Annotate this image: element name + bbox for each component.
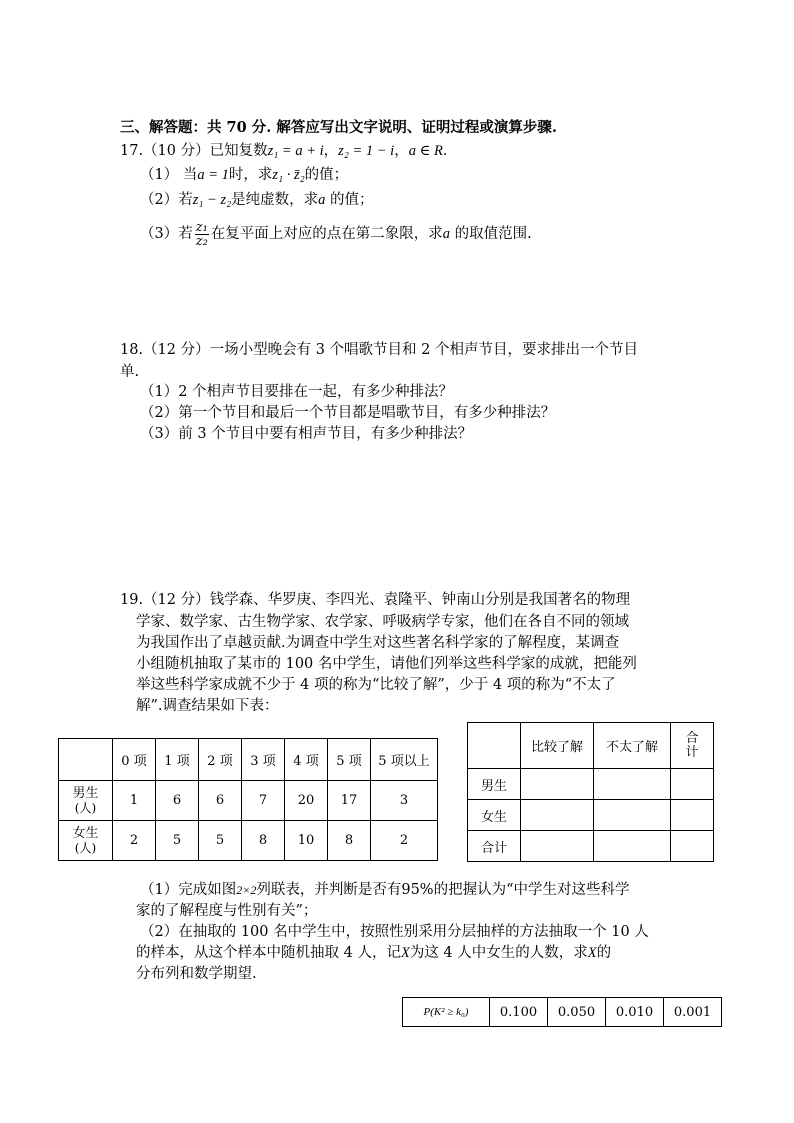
contingency-cell[interactable] xyxy=(594,831,671,862)
survey-header-cell: 1 项 xyxy=(156,739,199,781)
table-cell: 2 xyxy=(113,821,156,861)
q19-p1-end: 的把握认为“中学生对这些科学 xyxy=(433,882,630,898)
q17-p3-fraction xyxy=(195,221,209,248)
contingency-header-cell: 不太了解 xyxy=(594,723,671,769)
contingency-cell[interactable] xyxy=(671,769,714,800)
q19-p1-suffix: 列联表，并判断是否有 xyxy=(256,882,402,898)
contingency-row-female xyxy=(468,800,714,831)
contingency-row-male xyxy=(468,769,714,800)
contingency-row-total xyxy=(468,831,714,862)
table-cell: 1 xyxy=(113,781,156,821)
q17-part3 xyxy=(140,220,532,248)
contingency-header-cell: 比较了解 xyxy=(521,723,594,769)
q19-p2-end: 的 xyxy=(596,945,612,961)
contingency-row-label: 男生 xyxy=(468,769,521,800)
contingency-cell[interactable] xyxy=(594,800,671,831)
q19-part2-line1: （2）在抽取的 100 名中学生中，按照性别采用分层抽样的方法抽取一个 10 人 xyxy=(140,924,649,940)
q17-p2-var: a xyxy=(318,192,326,208)
table-cell: 3 xyxy=(371,781,438,821)
table-cell: 20 xyxy=(285,781,328,821)
q17-part2 xyxy=(140,190,374,210)
contingency-cell[interactable] xyxy=(521,800,594,831)
table-cell: 6 xyxy=(199,781,242,821)
contingency-header-total xyxy=(671,723,714,769)
q18-part2: （2）第一个节目和最后一个节目都是唱歌节目，有多少种排法？ xyxy=(140,405,556,421)
q19-part1-line1 xyxy=(140,880,630,900)
survey-header-cell: 3 项 xyxy=(242,739,285,781)
survey-header-cell: 5 项 xyxy=(328,739,371,781)
contingency-header-empty xyxy=(468,723,521,769)
row-label-male xyxy=(59,781,113,821)
survey-header-cell: 4 项 xyxy=(285,739,328,781)
survey-table-row-female xyxy=(59,821,438,861)
q17-head xyxy=(120,141,457,161)
table-cell: 6 xyxy=(156,781,199,821)
survey-header-cell: 2 项 xyxy=(199,739,242,781)
q19-p1-math: 2×2 xyxy=(236,883,257,897)
q19-part2-line2 xyxy=(136,943,611,963)
q17-p3-den: z₂ xyxy=(195,233,208,249)
critical-value-cell: 0.100 xyxy=(490,998,548,1027)
q17-p3-num: z₁ xyxy=(195,219,208,235)
contingency-cell[interactable] xyxy=(594,769,671,800)
survey-table-header-row xyxy=(59,739,438,781)
q19-line6: 解”.调查结果如下表： xyxy=(136,698,279,714)
row-label-female xyxy=(59,821,113,861)
row-label-female-bottom: (人) xyxy=(74,840,97,855)
q19-line5: 举这些科学家成就不少于 4 项的称为“比较了解”，少于 4 项的称为“不太了 xyxy=(136,677,616,693)
q19-part2-line3: 分布列和数学期望. xyxy=(136,966,257,982)
table-cell: 17 xyxy=(328,781,371,821)
survey-header-cell: 5 项以上 xyxy=(371,739,438,781)
q19-p2-var1: X xyxy=(400,945,410,961)
q17-head-prefix: 17.（10 分）已知复数 xyxy=(120,143,268,159)
q19-p1-percent: 95% xyxy=(401,882,434,898)
q19-p2-mid: 为这 4 人中女生的人数，求 xyxy=(409,945,588,961)
row-label-male-bottom: (人) xyxy=(74,800,97,815)
q17-sep2: ， xyxy=(394,143,409,159)
survey-header-empty xyxy=(59,739,113,781)
contingency-table xyxy=(467,722,714,862)
q17-p1-prefix: （1） 当 xyxy=(140,167,198,183)
q19-p2-prefix: 的样本，从这个样本中随机抽取 4 人，记 xyxy=(136,945,401,961)
contingency-cell[interactable] xyxy=(671,800,714,831)
critical-value-header: P(K² ≥ k₀) xyxy=(403,998,490,1027)
contingency-cell[interactable] xyxy=(521,769,594,800)
q17-z2: z₂ = 1 − i xyxy=(338,143,395,159)
q18-line2: 单. xyxy=(120,364,140,380)
table-cell: 5 xyxy=(156,821,199,861)
contingency-cell[interactable] xyxy=(671,831,714,862)
q17-part1 xyxy=(140,165,348,185)
contingency-row-label: 女生 xyxy=(468,800,521,831)
contingency-cell[interactable] xyxy=(521,831,594,862)
q18-part3: （3）前 3 个节目中要有相声节目，有多少种排法？ xyxy=(140,426,473,442)
table-cell: 2 xyxy=(371,821,438,861)
q19-line2: 学家、数学家、古生物学家、农学家、呼吸病学专家，他们在各自不同的领域 xyxy=(136,614,629,630)
critical-value-cell: 0.001 xyxy=(664,998,722,1027)
survey-table xyxy=(58,738,438,861)
q17-p2-math: z₁ − z₂ xyxy=(192,192,232,208)
q19-p1-prefix: （1）完成如图 xyxy=(140,882,237,898)
q17-p3-mid: 在复平面上对应的点在第二象限，求 xyxy=(210,226,443,242)
row-label-male-top: 男生 xyxy=(72,785,99,801)
contingency-header-row xyxy=(468,723,714,769)
q17-p2-suffix: 的值； xyxy=(325,192,374,208)
q17-domain: a ∈ R xyxy=(408,143,443,159)
critical-value-cell: 0.050 xyxy=(548,998,606,1027)
q19-line3: 为我国作出了卓越贡献.为调查中学生对这些著名科学家的了解程度，某调查 xyxy=(136,635,620,651)
q19-line1: 19.（12 分）钱学森、华罗庚、李四光、袁隆平、钟南山分别是我国著名的物理 xyxy=(120,592,631,608)
critical-value-table xyxy=(402,997,722,1027)
section-header: 三、解答题：共 70 分. 解答应写出文字说明、证明过程或演算步骤. xyxy=(120,119,557,136)
q17-p1-math1: a = 1 xyxy=(197,167,229,183)
table-cell: 7 xyxy=(242,781,285,821)
critical-value-row xyxy=(403,998,722,1027)
q17-p1-suffix: 的值； xyxy=(304,167,349,183)
q17-p3-prefix: （3）若 xyxy=(140,226,193,242)
table-cell: 8 xyxy=(242,821,285,861)
q19-line4: 小组随机抽取了某市的 100 名中学生，请他们列举这些科学家的成就，把能列 xyxy=(136,656,637,672)
q17-p3-suffix: 的取值范围. xyxy=(450,226,532,242)
contingency-header-total-text: 合计 xyxy=(685,730,699,760)
table-cell: 10 xyxy=(285,821,328,861)
q17-p2-prefix: （2）若 xyxy=(140,192,193,208)
q19-part1-line2: 家的了解程度与性别有关”； xyxy=(136,903,318,919)
row-label-male-unit: 人 xyxy=(79,800,92,815)
contingency-row-label: 合计 xyxy=(468,831,521,862)
survey-header-cell: 0 项 xyxy=(113,739,156,781)
critical-value-cell: 0.010 xyxy=(606,998,664,1027)
q18-part1: （1）2 个相声节目要排在一起，有多少种排法？ xyxy=(140,384,454,400)
survey-table-row-male xyxy=(59,781,438,821)
q17-p1-mid: 时，求 xyxy=(228,167,273,183)
q18-line1: 18.（12 分）一场小型晚会有 3 个唱歌节目和 2 个相声节目，要求排出一个节目 xyxy=(120,342,639,358)
q17-p2-mid: 是纯虚数，求 xyxy=(231,192,319,208)
table-cell: 8 xyxy=(328,821,371,861)
q19-p2-var2: X xyxy=(587,945,597,961)
q17-p1-math2: z₁ · z̄₂ xyxy=(272,167,305,183)
table-cell: 5 xyxy=(199,821,242,861)
row-label-female-unit: 人 xyxy=(79,840,92,855)
q17-p3-var: a xyxy=(442,226,451,242)
q17-end: ． xyxy=(442,143,458,159)
q17-z1: z₁ = a + i xyxy=(267,143,324,159)
q17-sep1: ， xyxy=(323,143,339,159)
row-label-female-top: 女生 xyxy=(72,825,99,841)
